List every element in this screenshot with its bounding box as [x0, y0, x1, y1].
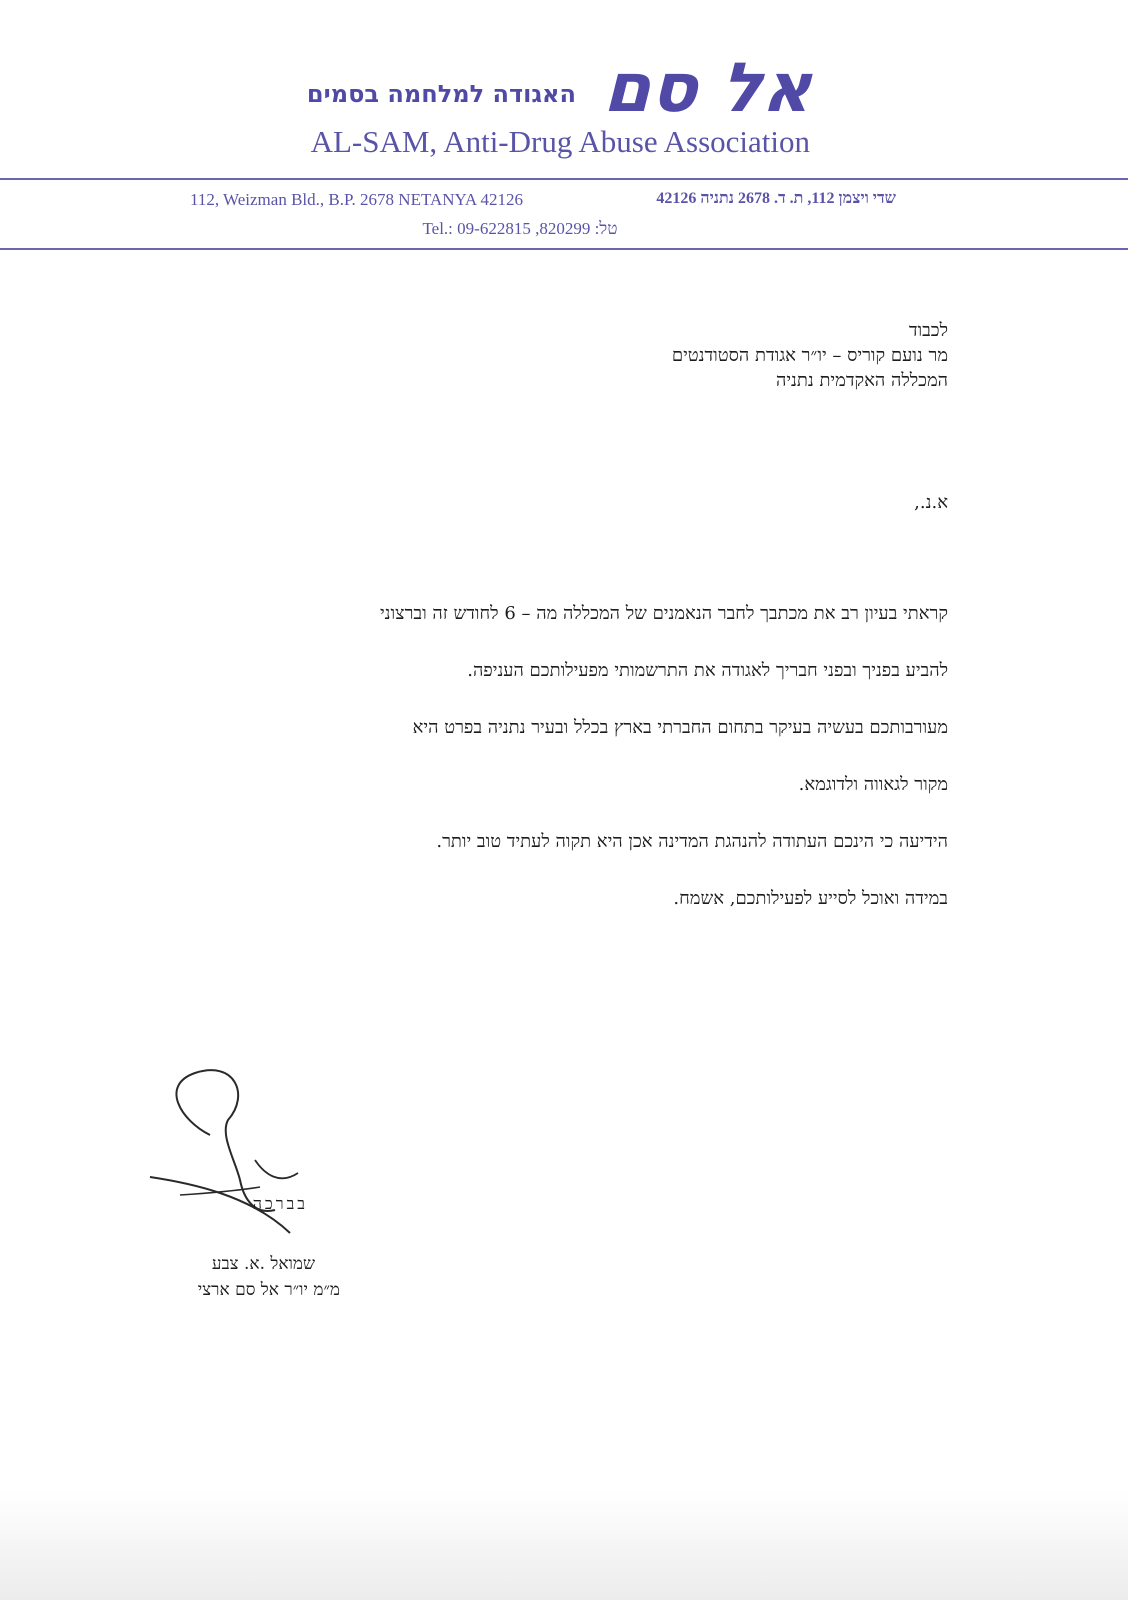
handwritten-signature — [140, 1065, 340, 1265]
address-hebrew: שדי ויצמן 112, ת. ד. 2678 נתניה 42126 — [656, 190, 896, 207]
org-name-hebrew: האגודה למלחמה בסמים — [306, 80, 576, 108]
scan-shadow — [0, 1490, 1128, 1600]
al-sam-logo: אל סם — [598, 49, 826, 128]
salutation: א.נ., — [914, 492, 948, 513]
telephone-line: Tel.: 09-622815 ,820299 :טל — [422, 219, 618, 238]
header-rule-top — [0, 178, 1128, 180]
letter-body — [228, 604, 948, 946]
addressee-block — [672, 318, 948, 393]
signatory-name: שמואל .א. צבע — [211, 1254, 315, 1274]
body-line-6: במידה ואוכל לסייע לפעילותכם, אשמח. — [673, 888, 948, 909]
address-english: 112, Weizman Bld., B.P. 2678 NETANYA 42126 — [190, 190, 524, 209]
addressee-line-3: המכללה האקדמית נתניה — [775, 370, 948, 391]
signatory-role: מ״מ יו״ר אל סם ארצי — [197, 1280, 340, 1300]
body-line-1: קראתי בעיון רב את מכתבך לחבר הנאמנים של המכללה מה – 6 לחודש זה וברצוני — [379, 603, 948, 624]
header-rule-bottom — [0, 248, 1128, 250]
org-name-english: AL-SAM, Anti-Drug Abuse Association — [310, 124, 810, 159]
body-line-5: הידיעה כי הינכם העתודה להנהגת המדינה אכן היא תקוה לעתיד טוב יותר. — [436, 831, 948, 852]
addressee-line-2: מר נועם קוריס – יו״ר אגודת הסטודנטים — [671, 345, 948, 366]
addressee-line-1: לכבוד — [908, 320, 948, 341]
body-line-3: מעורבותכם בעשיה בעיקר בתחום החברתי בארץ בכלל ובעיר נתניה בפרט היא — [412, 717, 948, 738]
body-line-4: מקור לגאווה ולדוגמא. — [798, 774, 948, 795]
signature-closing: בברכה — [252, 1194, 308, 1213]
body-line-2: להביע בפניך ובפני חבריך לאגודה את התרשמותי מפעילותכם העניפה. — [467, 660, 948, 681]
